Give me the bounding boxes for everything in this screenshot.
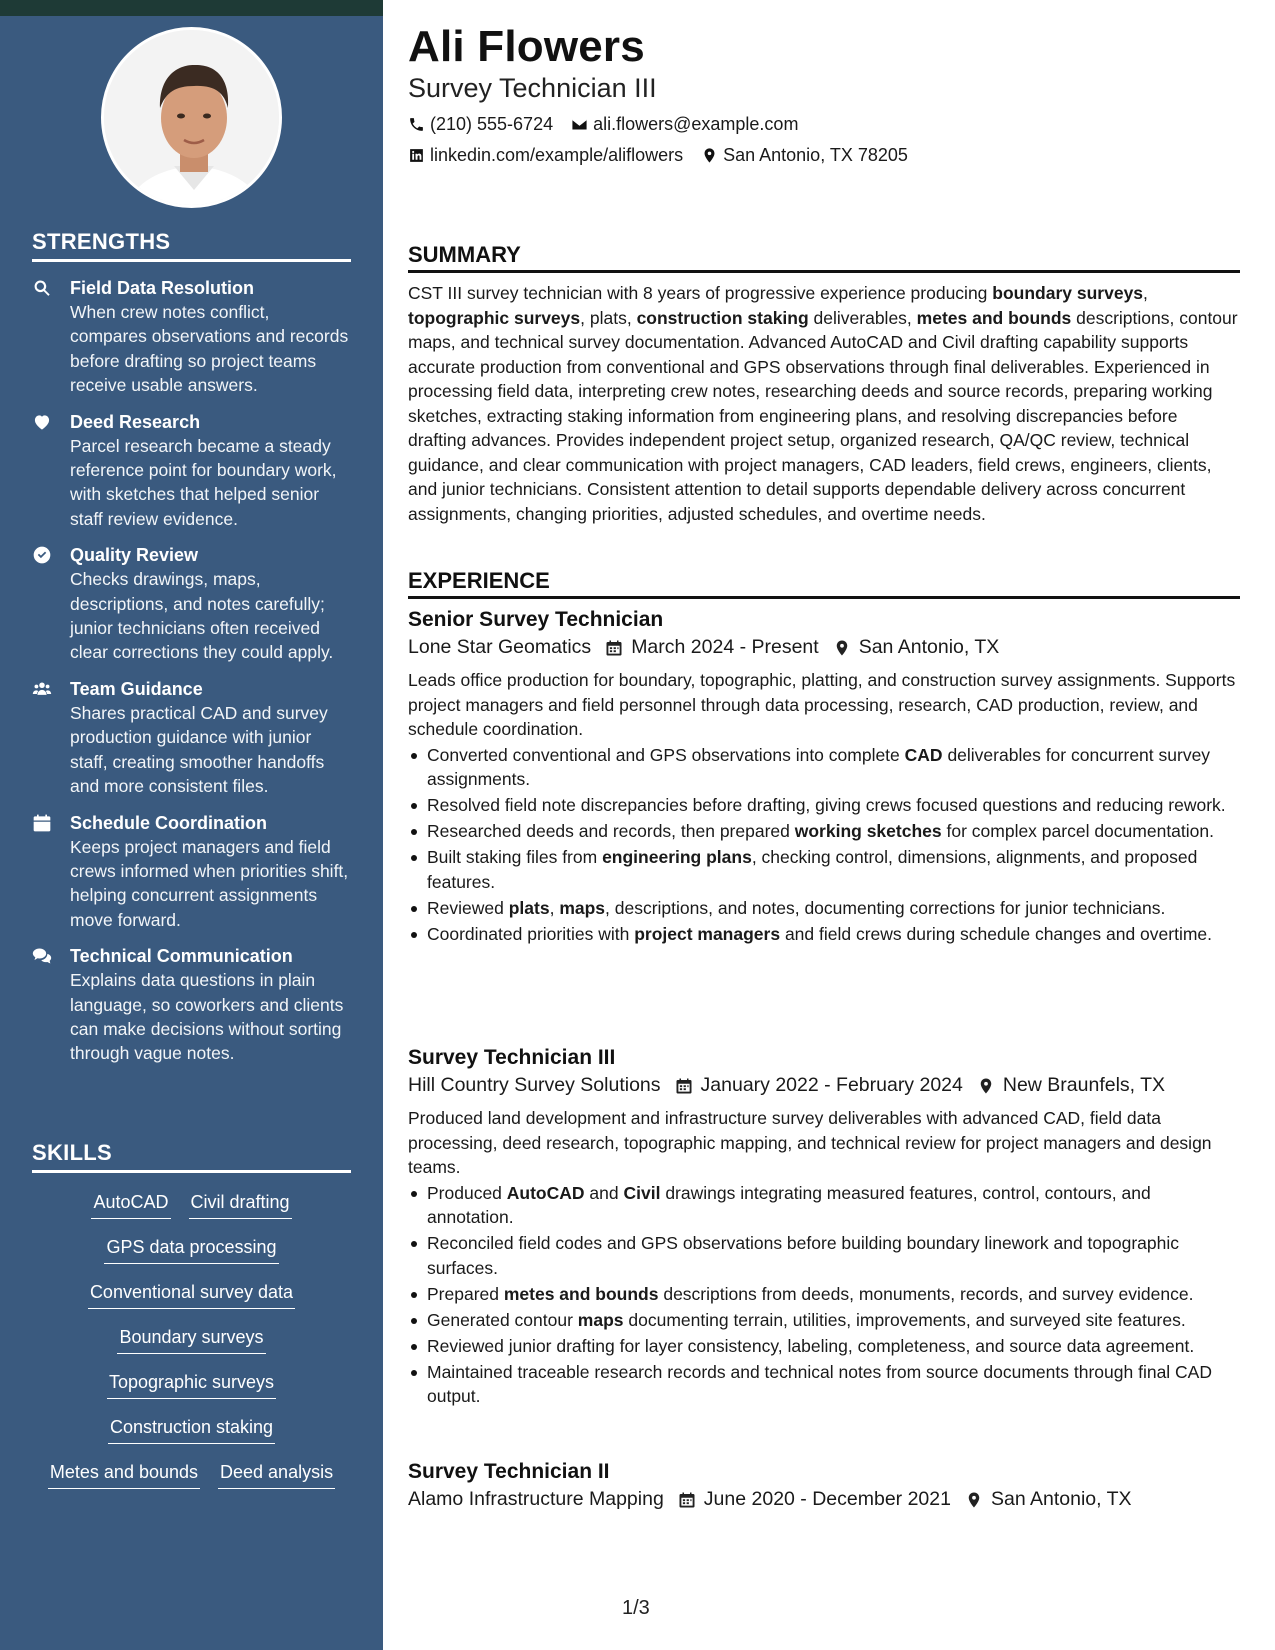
job-description: Produced land development and infrastructure survey deliverables with advanced CAD, field data processing, deed research, topographic mapping, and technical review for project managers and design teams. xyxy=(408,1108,1212,1177)
job-location: San Antonio, TX xyxy=(990,1488,1132,1510)
avatar-portrait-icon xyxy=(104,30,282,208)
bullet-item: Converted conventional and GPS observations into complete CAD deliverables for concurrent survey assignments. xyxy=(408,743,1240,792)
job-entry xyxy=(408,1460,1240,1511)
candidate-name: Ali Flowers xyxy=(408,22,645,71)
job-company: Alamo Infrastructure Mapping xyxy=(408,1488,664,1510)
calendar-icon xyxy=(605,639,623,657)
map-marker-icon xyxy=(833,639,851,657)
skill-row xyxy=(32,1367,351,1412)
job-company: Hill Country Survey Solutions xyxy=(408,1074,661,1096)
bullet-item: Researched deeds and records, then prepared working sketches for complex parcel documentation. xyxy=(408,819,1240,844)
strength-description: When crew notes conflict, compares observations and records before drafting so project teams receive usable answers. xyxy=(70,302,349,396)
bullet-item: Generated contour maps documenting terrain, utilities, improvements, and surveyed site features. xyxy=(408,1308,1240,1333)
job-entry xyxy=(408,608,1240,948)
linkedin-text[interactable]: linkedin.com/example/aliflowers xyxy=(430,145,684,165)
skill-tag: Civil drafting xyxy=(189,1189,292,1219)
experience-heading: EXPERIENCE xyxy=(408,568,1240,599)
contact-row-1 xyxy=(408,114,798,135)
skills-heading: SKILLS xyxy=(32,1140,351,1173)
calendar-icon xyxy=(675,1077,693,1095)
job-meta xyxy=(408,636,1240,659)
avatar xyxy=(101,27,282,208)
phone-text: (210) 555-6724 xyxy=(430,114,554,134)
check-circle-icon xyxy=(32,545,52,565)
job-location: San Antonio, TX xyxy=(858,636,1000,658)
job-dates: January 2022 - February 2024 xyxy=(700,1074,963,1096)
skill-row xyxy=(32,1322,351,1367)
skill-tag: GPS data processing xyxy=(104,1234,278,1264)
strength-item xyxy=(32,276,351,398)
skill-tag: Boundary surveys xyxy=(117,1324,265,1354)
location-text: San Antonio, TX 78205 xyxy=(723,145,908,165)
skill-tag: Metes and bounds xyxy=(48,1459,200,1489)
skill-tag: AutoCAD xyxy=(91,1189,170,1219)
job-role: Survey Technician II xyxy=(408,1460,610,1483)
bullet-item: Maintained traceable research records and technical notes from source documents through final CAD output. xyxy=(408,1360,1240,1409)
strength-title: Technical Communication xyxy=(70,946,293,967)
job-meta xyxy=(408,1074,1240,1097)
calendar-icon xyxy=(678,1491,696,1509)
page-number: 1/3 xyxy=(622,1597,650,1619)
contact-row-2 xyxy=(408,145,908,166)
job-dates: June 2020 - December 2021 xyxy=(703,1488,951,1510)
job-role: Senior Survey Technician xyxy=(408,608,664,631)
search-icon xyxy=(32,278,52,298)
heart-icon xyxy=(32,412,52,432)
skill-row xyxy=(32,1232,351,1277)
job-description: Leads office production for boundary, topographic, platting, and construction survey assignments. Supports project managers and field personnel through data processing, research, CAD production, review, and schedule coordination. xyxy=(408,670,1236,739)
phone-icon xyxy=(408,116,425,133)
skill-tag: Deed analysis xyxy=(218,1459,335,1489)
bullet-item: Coordinated priorities with project managers and field crews during schedule changes and overtime. xyxy=(408,922,1240,947)
skill-tag: Topographic surveys xyxy=(107,1369,276,1399)
map-marker-icon xyxy=(977,1077,995,1095)
email-text[interactable]: ali.flowers@example.com xyxy=(593,114,799,134)
strengths-section xyxy=(32,229,351,1066)
strength-title: Deed Research xyxy=(70,411,201,432)
skills-list xyxy=(32,1187,351,1502)
skills-section xyxy=(32,1140,351,1502)
bullet-item: Built staking files from engineering plans, checking control, dimensions, alignments, and proposed features. xyxy=(408,845,1240,894)
strength-item xyxy=(32,944,351,1066)
envelope-icon xyxy=(571,116,588,133)
experience-section xyxy=(408,568,1240,599)
skill-tag: Construction staking xyxy=(108,1414,275,1444)
sidebar xyxy=(0,0,383,1650)
job-bullets xyxy=(408,1181,1240,1409)
skill-row xyxy=(32,1457,351,1502)
strength-item xyxy=(32,677,351,799)
strength-item xyxy=(32,811,351,933)
job-company: Lone Star Geomatics xyxy=(408,636,592,658)
job-dates: March 2024 - Present xyxy=(631,636,819,658)
map-marker-icon xyxy=(965,1491,983,1509)
skill-tag: Conventional survey data xyxy=(88,1279,295,1309)
strength-item xyxy=(32,410,351,532)
sidebar-top-bar xyxy=(0,0,383,16)
job-role: Survey Technician III xyxy=(408,1046,616,1069)
strength-description: Parcel research became a steady reference point for boundary work, with sketches that helped senior staff review evidence. xyxy=(70,435,337,529)
strength-item xyxy=(32,543,351,665)
map-marker-icon xyxy=(701,147,718,164)
comments-icon xyxy=(32,946,52,966)
strength-description: Keeps project managers and field crews informed when priorities shift, helping concurrent assignments move forward. xyxy=(70,836,349,930)
skill-row xyxy=(32,1277,351,1322)
strength-description: Shares practical CAD and survey production guidance with junior staff, creating smoother handoffs and more consistent files. xyxy=(70,702,328,797)
bullet-item: Reconciled field codes and GPS observations before building boundary linework and topographic surfaces. xyxy=(408,1231,1240,1280)
phone-contact xyxy=(408,114,553,135)
linkedin-icon xyxy=(408,147,425,164)
skill-row xyxy=(32,1187,351,1232)
users-icon xyxy=(32,679,52,699)
bullet-item: Reviewed plats, maps, descriptions, and notes, documenting corrections for junior technicians. xyxy=(408,896,1240,921)
summary-section xyxy=(408,242,1240,526)
bullet-item: Reviewed junior drafting for layer consistency, labeling, completeness, and source data agreement. xyxy=(408,1334,1240,1359)
job-bullets xyxy=(408,743,1240,947)
job-location: New Braunfels, TX xyxy=(1002,1074,1166,1096)
strength-title: Quality Review xyxy=(70,545,199,566)
calendar-icon xyxy=(32,813,52,833)
summary-heading: SUMMARY xyxy=(408,242,1240,273)
skill-row xyxy=(32,1412,351,1457)
email-contact[interactable] xyxy=(571,114,798,135)
strength-title: Team Guidance xyxy=(70,678,203,699)
strengths-heading: STRENGTHS xyxy=(32,229,351,262)
bullet-item: Produced AutoCAD and Civil drawings integrating measured features, control, contours, and annotation. xyxy=(408,1181,1240,1230)
candidate-title: Survey Technician III xyxy=(408,73,657,103)
summary-text: CST III survey technician with 8 years of progressive experience producing boundary surveys, topographic surveys, plats, construction staking deliverables, metes and bounds descriptions, contour maps, and technical survey documentation. Advanced AutoCAD and Civil drafting capability supports accurate production from conventional and GPS observations through final deliverables. Experienced in processing field data, interpreting crew notes, researching deeds and source records, preparing working sketches, extracting staking information from engineering plans, and resolving discrepancies before drafting advances. Provides independent project setup, organized research, QA/QC review, technical guidance, and clear communication with project managers, CAD leaders, field crews, engineers, clients, and junior technicians. Consistent attention to detail supports dependable delivery across concurrent assignments, changing priorities, adjusted schedules, and overtime needs. xyxy=(408,283,1238,524)
linkedin-contact[interactable] xyxy=(408,145,683,166)
strength-title: Schedule Coordination xyxy=(70,812,268,833)
job-meta xyxy=(408,1488,1240,1511)
strength-description: Explains data questions in plain language, so coworkers and clients can make decisions without sorting through vague notes. xyxy=(70,970,344,1064)
strength-description: Checks drawings, maps, descriptions, and notes carefully; junior technicians often received clear corrections they could apply. xyxy=(70,569,334,663)
strengths-list xyxy=(32,276,351,1066)
bullet-item: Resolved field note discrepancies before drafting, giving crews focused questions and reducing rework. xyxy=(408,793,1240,818)
strength-title: Field Data Resolution xyxy=(70,278,255,298)
job-entry xyxy=(408,1046,1240,1410)
bullet-item: Prepared metes and bounds descriptions from deeds, monuments, records, and survey evidence. xyxy=(408,1282,1240,1307)
location-contact xyxy=(701,145,908,166)
